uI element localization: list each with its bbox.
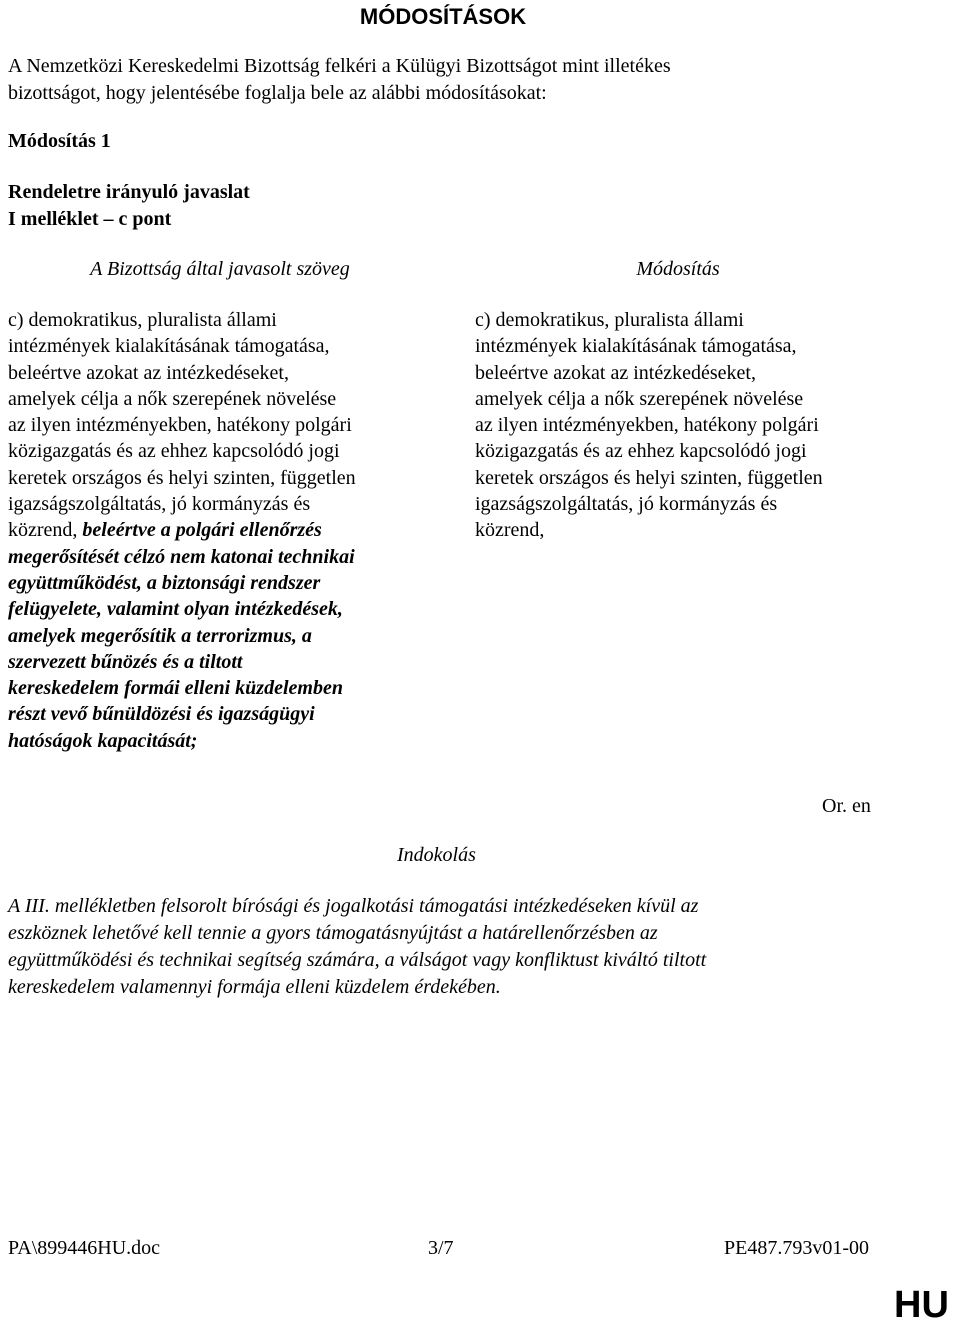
plain-text: közrend,	[8, 519, 83, 542]
text-line: amelyek célja a nők szerepének növelése	[8, 387, 337, 410]
text-line: igazságszolgáltatás, jó kormányzás és	[475, 493, 778, 516]
reference-line: I melléklet – c pont	[8, 208, 172, 230]
intro-paragraph	[8, 53, 838, 107]
text-line: az ilyen intézményekben, hatékony polgári	[8, 414, 352, 437]
emphasized-line: amelyek megerősítik a terrorizmus, a	[8, 624, 312, 647]
text-line-mixed	[8, 517, 356, 543]
intro-line: A Nemzetközi Kereskedelmi Bizottság felkéri a Külügyi Bizottságot mint illetékes	[8, 55, 671, 77]
original-language-label: Or. en	[822, 795, 871, 817]
text-line: keretek országos és helyi szinten, független	[8, 466, 356, 489]
emphasized-text: beleértve a polgári ellenőrzés	[82, 519, 322, 542]
text-line: intézmények kialakításának támogatása,	[8, 335, 330, 358]
text-line: c) demokratikus, pluralista állami	[8, 309, 277, 331]
text-line: igazságszolgáltatás, jó kormányzás és	[8, 493, 311, 516]
footer-reference: PE487.793v01-00	[724, 1237, 869, 1259]
justification-line: együttműködési és technikai segítség számára, a válságot vagy konfliktust kiváltó tiltott	[8, 949, 707, 971]
amendment-reference	[8, 179, 250, 233]
right-column-header: Módosítás	[636, 258, 720, 280]
justification-line: A III. mellékletben felsorolt bírósági és jogalkotási támogatási intézkedéseken kívül az	[8, 895, 699, 917]
text-line: beleértve azokat az intézkedéseket,	[8, 361, 289, 384]
text-line: keretek országos és helyi szinten, független	[475, 466, 823, 489]
justification-line: eszköznek lehetővé kell tennie a gyors támogatásnyújtást a határellenőrzésben az	[8, 922, 658, 944]
text-line: az ilyen intézményekben, hatékony polgári	[475, 414, 819, 437]
left-column-header: A Bizottság által javasolt szöveg	[90, 258, 350, 280]
text-line: intézmények kialakításának támogatása,	[475, 335, 797, 358]
justification-title: Indokolás	[397, 844, 476, 866]
proposed-text-column	[8, 307, 356, 754]
amendment-text-column	[475, 307, 823, 544]
emphasized-line: megerősítését célzó nem katonai technikai	[8, 545, 355, 568]
language-code: HU	[894, 1284, 949, 1326]
text-line: közrend,	[475, 519, 545, 542]
text-line: c) demokratikus, pluralista állami	[475, 309, 744, 331]
reference-line: Rendeletre irányuló javaslat	[8, 181, 250, 203]
emphasized-line: felügyelete, valamint olyan intézkedések,	[8, 598, 343, 621]
emphasized-line: hatóságok kapacitását;	[8, 729, 198, 752]
emphasized-line: részt vevő bűnüldözési és igazságügyi	[8, 703, 315, 726]
text-line: közigazgatás és az ehhez kapcsolódó jogi	[475, 440, 807, 463]
emphasized-line: kereskedelem formái elleni küzdelemben	[8, 677, 343, 700]
amendment-number: Módosítás 1	[8, 130, 111, 152]
text-line: beleértve azokat az intézkedéseket,	[475, 361, 756, 384]
emphasized-line: szervezett bűnözés és a tiltott	[8, 650, 243, 673]
justification-text	[8, 893, 706, 1001]
footer-page-number: 3/7	[428, 1237, 454, 1259]
emphasized-line: együttműködést, a biztonsági rendszer	[8, 571, 321, 594]
text-line: közigazgatás és az ehhez kapcsolódó jogi	[8, 440, 340, 463]
intro-line: bizottságot, hogy jelentésébe foglalja bele az alábbi módosításokat:	[8, 82, 547, 104]
text-line: amelyek célja a nők szerepének növelése	[475, 387, 804, 410]
justification-line: kereskedelem valamennyi formája elleni küzdelem érdekében.	[8, 976, 501, 998]
footer-filename: PA\899446HU.doc	[8, 1237, 161, 1259]
document-heading: MÓDOSÍTÁSOK	[359, 4, 527, 29]
